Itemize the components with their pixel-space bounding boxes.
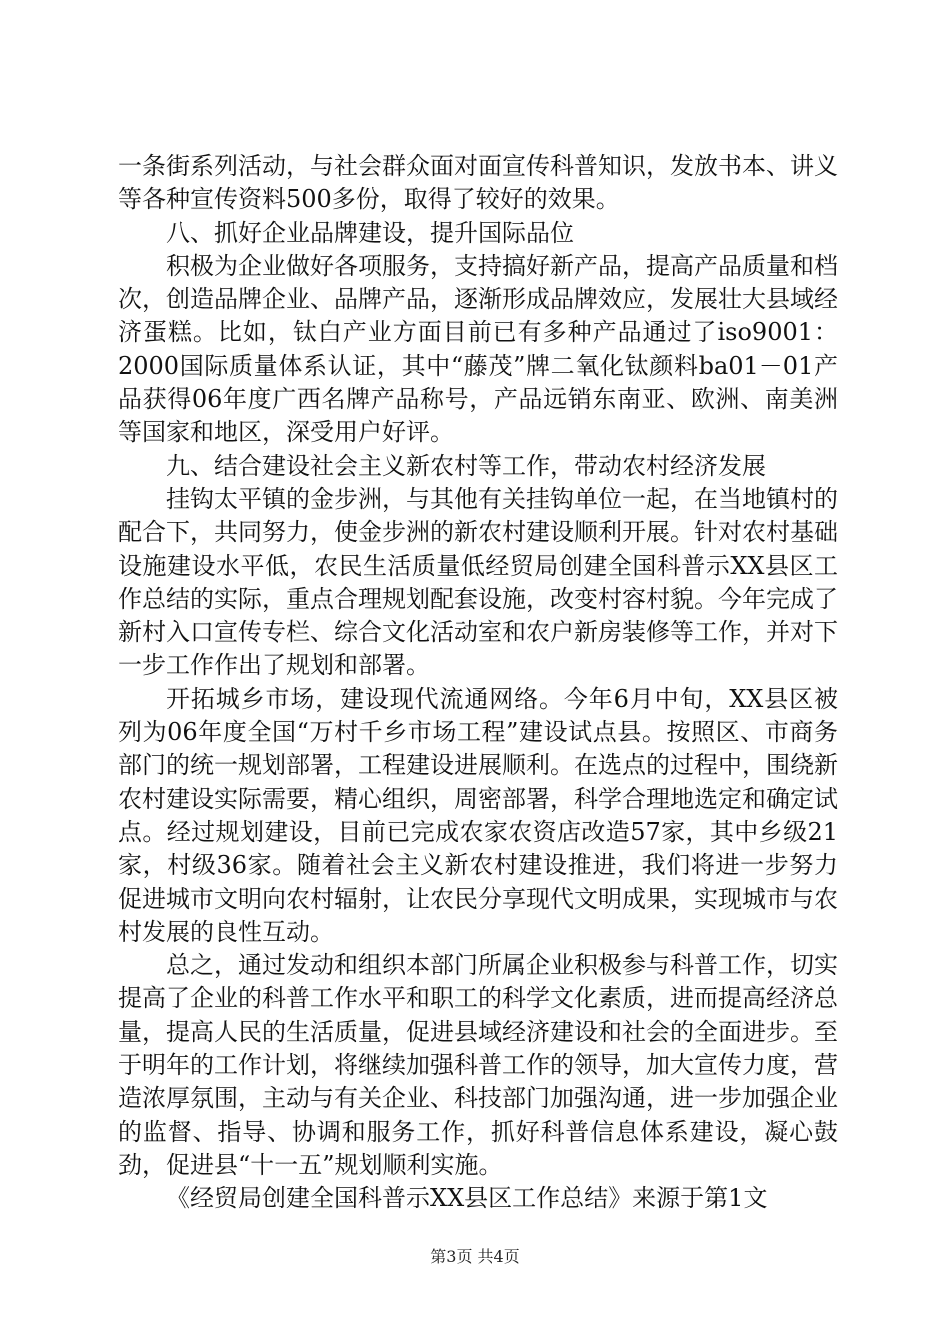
- paragraph-1: 一条街系列活动，与社会群众面对面宣传科普知识，发放书本、讲义等各种宣传资料500多份，取得了较好的效果。: [118, 152, 838, 214]
- paragraph-4: 开拓城乡市场，建设现代流通网络。今年6月中旬，XX县区被列为06年度全国“万村千乡市场工程”建设试点县。按照区、市商务部门的统一规划部署，工程建设进展顺利。在选点的过程中，围绕新农村建设实际需要，精心组织，周密部署，科学合理地选定和确定试点。经过规划建设，目前已完成农家农资店改造57家，其中乡级21家，村级36家。随着社会主义新农村建设推进，我们将进一步努力促进城市文明向农村辐射，让农民分享现代文明成果，实现城市与农村发展的良性互动。: [118, 684, 838, 946]
- paragraph-5: 总之，通过发动和组织本部门所属企业积极参与科普工作，切实提高了企业的科普工作水平和职工的科学文化素质，进而提高经济总量，提高人民的生活质量，促进县域经济建设和社会的全面进步。至于明年的工作计划，将继续加强科普工作的领导，加大宣传力度，营造浓厚氛围，主动与有关企业、科技部门加强沟通，进一步加强企业的监督、指导、协调和服务工作，抓好科普信息体系建设，凝心鼓劲，促进县“十一五”规划顺利实施。: [118, 951, 838, 1179]
- page-footer: 第3页 共4页: [430, 1247, 520, 1266]
- paragraph-6: 《经贸局创建全国科普示XX县区工作总结》来源于第1文: [166, 1184, 768, 1213]
- paragraph-2: 积极为企业做好各项服务，支持搞好新产品，提高产品质量和档次，创造品牌企业、品牌产品，逐渐形成品牌效应，发展壮大县域经济蛋糕。比如，钛白产业方面目前已有多种产品通过了iso9001：2000国际质量体系认证，其中“藤茂”牌二氧化钛颜料ba01－01产品获得06年度广西名牌产品称号，产品远销东南亚、欧洲、南美洲等国家和地区，深受用户好评。: [118, 251, 838, 447]
- section-heading-8: 八、抓好企业品牌建设，提升国际品位: [166, 218, 574, 247]
- section-heading-9: 九、结合建设社会主义新农村等工作，带动农村经济发展: [166, 451, 766, 480]
- paragraph-3: 挂钩太平镇的金步洲，与其他有关挂钩单位一起，在当地镇村的配合下，共同努力，使金步洲的新农村建设顺利开展。针对农村基础设施建设水平低，农民生活质量低经贸局创建全国科普示XX县区工作总结的实际，重点合理规划配套设施，改变村容村貌。今年完成了新村入口宣传专栏、综合文化活动室和农户新房装修等工作，并对下一步工作作出了规划和部署。: [118, 484, 838, 680]
- document-body: [118, 150, 838, 1216]
